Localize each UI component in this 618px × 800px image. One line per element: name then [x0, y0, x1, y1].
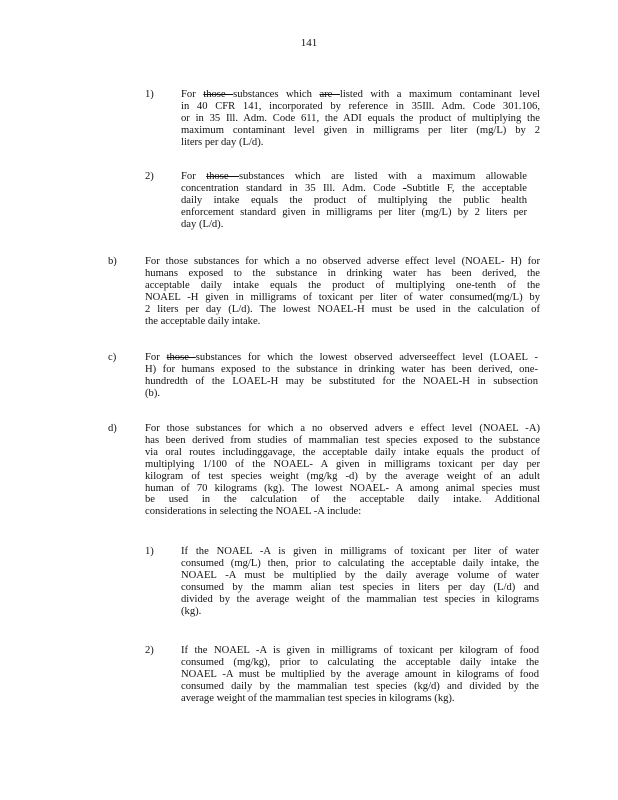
text-line — [181, 125, 540, 137]
text-segment: maximum contaminant level given in milligrams per liter (mg/L) by 2 — [181, 124, 540, 136]
item-text — [145, 256, 540, 327]
deleted-text: those — [203, 89, 234, 100]
text-segment: listed with a maximum contaminant level — [339, 89, 540, 100]
text-line — [181, 171, 527, 183]
deleted-text: those — [206, 171, 240, 182]
text-segment: the acceptable daily intake. — [145, 315, 261, 327]
text-line — [145, 483, 540, 495]
text-line — [145, 256, 540, 268]
text-segment: If the NOAEL -A is given in milligrams of toxicant per kilogram of food — [181, 645, 539, 656]
deleted-text: are — [319, 89, 340, 100]
item-marker: b) — [108, 256, 117, 267]
text-segment: human of 70 kilograms (kg). The lowest NOAEL- A among animal species must — [145, 482, 540, 494]
text-line — [145, 376, 538, 388]
text-segment: NOAEL -H given in milligrams of toxicant per liter of water consumed(mg/L) by — [145, 291, 540, 303]
item-marker: 1) — [145, 546, 154, 557]
text-segment: average weight of the mammalian test species in kilograms (kg). — [181, 692, 455, 704]
text-line — [181, 101, 540, 113]
text-line — [181, 606, 539, 618]
text-segment: has been derived from studies of mammalian test species exposed to the substance — [145, 434, 540, 446]
text-segment: For — [145, 352, 167, 363]
text-line — [145, 316, 540, 328]
text-segment: or in 35 Ill. Adm. Code 611, the ADI equals the product of multiplying the — [181, 112, 540, 124]
text-line — [181, 195, 527, 207]
item-marker: 1) — [145, 89, 154, 100]
text-segment: consumed daily by the mammalian test species (kg/d) and divided by the — [181, 680, 539, 692]
deleted-text: - — [402, 182, 407, 194]
text-line — [145, 364, 538, 376]
text-segment: For — [181, 89, 204, 100]
text-line — [145, 268, 540, 280]
text-line — [181, 558, 539, 570]
text-line — [181, 219, 527, 231]
text-segment: consumed (mg/L) then, prior to calculating the acceptable daily intake, the — [181, 557, 539, 569]
text-segment: liters per day (L/d). — [181, 136, 264, 148]
text-line — [181, 645, 539, 657]
text-segment: consumed (mg/kg), prior to calculating the acceptable daily intake the — [181, 656, 539, 668]
item-text — [181, 171, 527, 231]
text-line — [181, 570, 539, 582]
item-text — [145, 423, 540, 518]
page-number: 141 — [300, 37, 318, 49]
text-segment: enforcement standard given in milligrams per liter (mg/L) by 2 liters per — [181, 206, 527, 218]
text-line — [181, 693, 539, 705]
text-line — [181, 89, 540, 101]
text-line — [181, 681, 539, 693]
item-marker: d) — [108, 423, 117, 434]
text-segment: concentration standard in 35 Ill. Adm. Code — [181, 182, 403, 194]
text-segment: (kg). — [181, 605, 202, 617]
text-segment: divided by the average weight of the mammalian test species in kilograms — [181, 593, 539, 605]
text-line — [145, 388, 538, 400]
text-segment: Subtitle F, the acceptable — [406, 182, 527, 194]
text-line — [181, 582, 539, 594]
text-segment: considerations in selecting the NOAEL -A include: — [145, 506, 362, 518]
text-segment: hundredth of the LOAEL-H may be substituted for the NOAEL-H in subsection — [145, 375, 538, 387]
text-line — [181, 546, 539, 558]
text-line — [181, 183, 527, 195]
text-line — [181, 137, 540, 149]
text-line — [145, 304, 540, 316]
text-line — [181, 594, 539, 606]
item-marker: 2) — [145, 645, 154, 656]
text-segment: If the NOAEL -A is given in milligrams of toxicant per liter of water — [181, 546, 539, 557]
item-text — [181, 89, 540, 149]
text-line — [145, 494, 540, 506]
text-line — [145, 280, 540, 292]
text-segment: in 40 CFR 141, incorporated by reference in 35Ill. Adm. Code 301.106, — [181, 100, 540, 112]
text-segment: be used in the calculation of the acceptable daily intake. Additional — [145, 494, 540, 506]
item-marker: c) — [108, 352, 117, 363]
text-segment: daily intake equals the product of multiplying the public health — [181, 194, 527, 206]
text-line — [145, 423, 540, 435]
text-segment: For those substances for which a no observed advers e effect level (NOAEL -A) — [145, 423, 540, 434]
text-line — [181, 657, 539, 669]
text-line — [145, 506, 540, 518]
text-line — [145, 447, 540, 459]
text-segment: For those substances for which a no observed adverse effect level (NOAEL- H) for — [145, 256, 540, 267]
text-segment: H) for humans exposed to the substance in drinking water has been derived, one- — [145, 363, 538, 375]
text-line — [145, 471, 540, 483]
text-line — [181, 113, 540, 125]
text-segment: substances which are listed with a maximum allowable — [239, 171, 527, 182]
text-line — [145, 292, 540, 304]
text-segment: substances for which the lowest observed adverseeffect level (LOAEL - — [195, 352, 538, 363]
text-segment: NOAEL -A must be multiplied by the daily average volume of water — [181, 569, 539, 581]
text-segment: via oral routes includinggavage, the acceptable daily intake equals the product of — [145, 446, 540, 458]
text-line — [145, 459, 540, 471]
item-text — [181, 546, 539, 617]
text-segment: acceptable daily intake equals the product of multiplying one-tenth of the — [145, 279, 540, 291]
item-text — [181, 645, 539, 705]
text-segment: 2 liters per day (L/d). The lowest NOAEL-H must be used in the calculation of — [145, 303, 540, 315]
item-text — [145, 352, 538, 400]
text-line — [181, 669, 539, 681]
text-segment: humans exposed to the substance in drinking water has been derived, the — [145, 267, 540, 279]
text-line — [145, 435, 540, 447]
text-segment: For — [181, 171, 207, 182]
text-segment: (b). — [145, 387, 161, 399]
item-marker: 2) — [145, 171, 154, 182]
text-segment: day (L/d). — [181, 218, 224, 230]
text-line — [181, 207, 527, 219]
text-segment: substances which — [233, 89, 320, 100]
deleted-text: those — [166, 352, 196, 363]
text-segment: NOAEL -A must be multiplied by the average amount in kilograms of food — [181, 668, 539, 680]
text-line — [145, 352, 538, 364]
text-segment: multiplying 1/100 of the NOAEL- A given in milligrams toxicant per day per — [145, 458, 540, 470]
text-segment: kilogram of test species weight (mg/kg -d) by the average weight of an adult — [145, 470, 540, 482]
text-segment: consumed by the mamm alian test species in liters per day (L/d) and — [181, 581, 539, 593]
